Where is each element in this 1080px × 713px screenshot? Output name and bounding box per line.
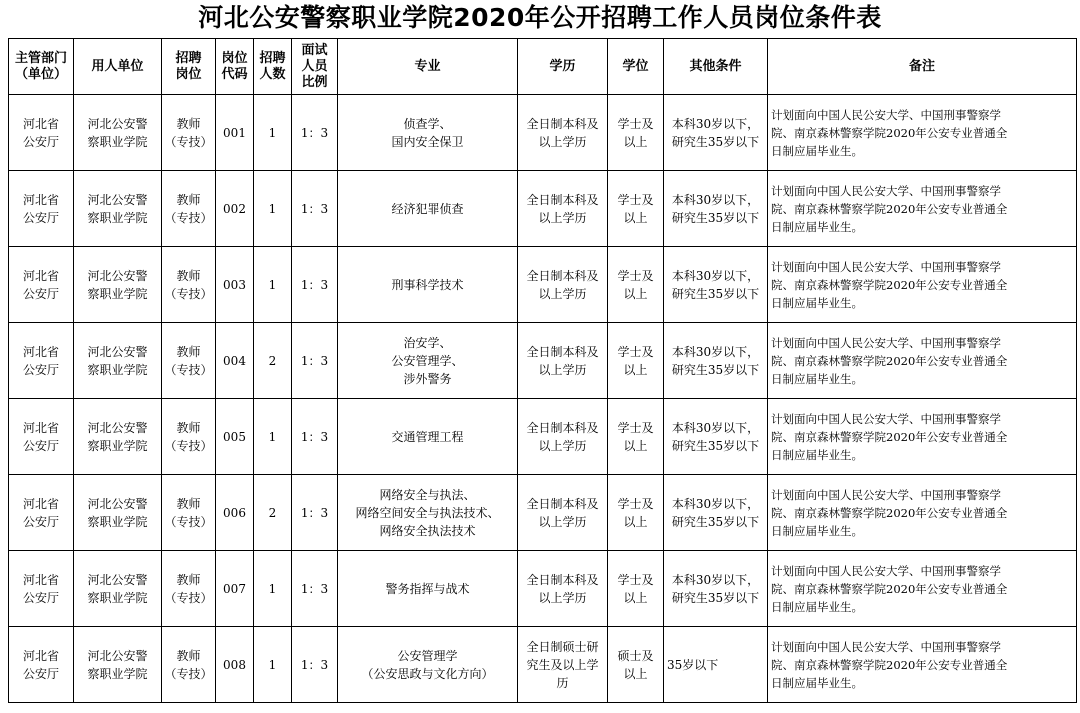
cell-other: 35岁以下 (664, 627, 768, 703)
cell-post: 教师 （专技） (162, 627, 216, 703)
cell-dept: 河北省 公安厅 (9, 95, 74, 171)
cell-dept: 河北省 公安厅 (9, 171, 74, 247)
header-dept: 主管部门 （单位） (9, 39, 74, 95)
cell-code: 003 (216, 247, 254, 323)
cell-post: 教师 （专技） (162, 475, 216, 551)
cell-post: 教师 （专技） (162, 95, 216, 171)
cell-unit: 河北公安警 察职业学院 (74, 95, 162, 171)
cell-edu: 全日制本科及 以上学历 (518, 323, 608, 399)
cell-other: 本科30岁以下， 研究生35岁以下 (664, 551, 768, 627)
cell-post: 教师 （专技） (162, 551, 216, 627)
cell-unit: 河北公安警 察职业学院 (74, 171, 162, 247)
cell-note: 计划面向中国人民公安大学、中国刑事警察学 院、南京森林警察学院2020年公安专业普通全 日制应届毕业生。 (768, 171, 1077, 247)
cell-major: 公安管理学 （公安思政与文化方向） (338, 627, 518, 703)
cell-dept: 河北省 公安厅 (9, 475, 74, 551)
cell-major: 侦查学、 国内安全保卫 (338, 95, 518, 171)
header-post: 招聘 岗位 (162, 39, 216, 95)
cell-major: 网络安全与执法、 网络空间安全与执法技术、 网络安全执法技术 (338, 475, 518, 551)
table-row (9, 627, 1077, 703)
table-row (9, 323, 1077, 399)
cell-major: 经济犯罪侦查 (338, 171, 518, 247)
cell-edu: 全日制本科及 以上学历 (518, 171, 608, 247)
cell-degree: 学士及 以上 (608, 323, 664, 399)
cell-ratio: 1：3 (292, 551, 338, 627)
header-degree: 学位 (608, 39, 664, 95)
table-row (9, 171, 1077, 247)
table-row (9, 95, 1077, 171)
position-table (8, 38, 1077, 703)
table-row (9, 399, 1077, 475)
cell-ratio: 1：3 (292, 171, 338, 247)
cell-unit: 河北公安警 察职业学院 (74, 475, 162, 551)
header-edu: 学历 (518, 39, 608, 95)
cell-ratio: 1：3 (292, 247, 338, 323)
cell-dept: 河北省 公安厅 (9, 399, 74, 475)
header-other: 其他条件 (664, 39, 768, 95)
cell-degree: 学士及 以上 (608, 247, 664, 323)
cell-count: 1 (254, 95, 292, 171)
cell-degree: 学士及 以上 (608, 475, 664, 551)
cell-code: 006 (216, 475, 254, 551)
cell-post: 教师 （专技） (162, 399, 216, 475)
cell-unit: 河北公安警 察职业学院 (74, 399, 162, 475)
cell-code: 004 (216, 323, 254, 399)
cell-edu: 全日制本科及 以上学历 (518, 551, 608, 627)
cell-ratio: 1：3 (292, 627, 338, 703)
cell-edu: 全日制本科及 以上学历 (518, 475, 608, 551)
cell-other: 本科30岁以下， 研究生35岁以下 (664, 171, 768, 247)
cell-edu: 全日制本科及 以上学历 (518, 95, 608, 171)
table-body (9, 95, 1077, 703)
cell-other: 本科30岁以下， 研究生35岁以下 (664, 475, 768, 551)
cell-unit: 河北公安警 察职业学院 (74, 323, 162, 399)
cell-dept: 河北省 公安厅 (9, 551, 74, 627)
cell-major: 治安学、 公安管理学、 涉外警务 (338, 323, 518, 399)
cell-other: 本科30岁以下， 研究生35岁以下 (664, 399, 768, 475)
cell-post: 教师 （专技） (162, 171, 216, 247)
cell-unit: 河北公安警 察职业学院 (74, 551, 162, 627)
cell-code: 008 (216, 627, 254, 703)
cell-note: 计划面向中国人民公安大学、中国刑事警察学 院、南京森林警察学院2020年公安专业普通全 日制应届毕业生。 (768, 399, 1077, 475)
cell-note: 计划面向中国人民公安大学、中国刑事警察学 院、南京森林警察学院2020年公安专业普通全 日制应届毕业生。 (768, 475, 1077, 551)
cell-major: 刑事科学技术 (338, 247, 518, 323)
cell-note: 计划面向中国人民公安大学、中国刑事警察学 院、南京森林警察学院2020年公安专业普通全 日制应届毕业生。 (768, 247, 1077, 323)
cell-degree: 学士及 以上 (608, 95, 664, 171)
cell-ratio: 1：3 (292, 399, 338, 475)
header-unit: 用人单位 (74, 39, 162, 95)
cell-count: 1 (254, 551, 292, 627)
cell-count: 1 (254, 627, 292, 703)
cell-code: 005 (216, 399, 254, 475)
cell-major: 交通管理工程 (338, 399, 518, 475)
header-ratio: 面试 人员 比例 (292, 39, 338, 95)
cell-count: 2 (254, 323, 292, 399)
header-code: 岗位 代码 (216, 39, 254, 95)
cell-edu: 全日制本科及 以上学历 (518, 399, 608, 475)
cell-count: 1 (254, 247, 292, 323)
cell-note: 计划面向中国人民公安大学、中国刑事警察学 院、南京森林警察学院2020年公安专业普通全 日制应届毕业生。 (768, 551, 1077, 627)
cell-count: 2 (254, 475, 292, 551)
header-major: 专业 (338, 39, 518, 95)
cell-post: 教师 （专技） (162, 247, 216, 323)
cell-code: 002 (216, 171, 254, 247)
header-note: 备注 (768, 39, 1077, 95)
cell-dept: 河北省 公安厅 (9, 323, 74, 399)
cell-note: 计划面向中国人民公安大学、中国刑事警察学 院、南京森林警察学院2020年公安专业普通全 日制应届毕业生。 (768, 627, 1077, 703)
cell-ratio: 1：3 (292, 475, 338, 551)
cell-note: 计划面向中国人民公安大学、中国刑事警察学 院、南京森林警察学院2020年公安专业普通全 日制应届毕业生。 (768, 95, 1077, 171)
cell-degree: 学士及 以上 (608, 399, 664, 475)
cell-code: 001 (216, 95, 254, 171)
cell-degree: 学士及 以上 (608, 551, 664, 627)
cell-note: 计划面向中国人民公安大学、中国刑事警察学 院、南京森林警察学院2020年公安专业普通全 日制应届毕业生。 (768, 323, 1077, 399)
header-count: 招聘 人数 (254, 39, 292, 95)
cell-ratio: 1：3 (292, 323, 338, 399)
table-row (9, 475, 1077, 551)
cell-unit: 河北公安警 察职业学院 (74, 247, 162, 323)
cell-code: 007 (216, 551, 254, 627)
cell-degree: 学士及 以上 (608, 171, 664, 247)
cell-ratio: 1：3 (292, 95, 338, 171)
cell-dept: 河北省 公安厅 (9, 247, 74, 323)
cell-unit: 河北公安警 察职业学院 (74, 627, 162, 703)
cell-count: 1 (254, 399, 292, 475)
cell-dept: 河北省 公安厅 (9, 627, 74, 703)
cell-other: 本科30岁以下， 研究生35岁以下 (664, 95, 768, 171)
page-title: 河北公安警察职业学院2020年公开招聘工作人员岗位条件表 (198, 3, 882, 32)
cell-major: 警务指挥与战术 (338, 551, 518, 627)
cell-post: 教师 （专技） (162, 323, 216, 399)
table-row (9, 247, 1077, 323)
cell-count: 1 (254, 171, 292, 247)
cell-degree: 硕士及 以上 (608, 627, 664, 703)
cell-other: 本科30岁以下， 研究生35岁以下 (664, 323, 768, 399)
cell-edu: 全日制本科及 以上学历 (518, 247, 608, 323)
header-row (9, 39, 1077, 95)
table-row (9, 551, 1077, 627)
cell-edu: 全日制硕士研 究生及以上学 历 (518, 627, 608, 703)
cell-other: 本科30岁以下， 研究生35岁以下 (664, 247, 768, 323)
